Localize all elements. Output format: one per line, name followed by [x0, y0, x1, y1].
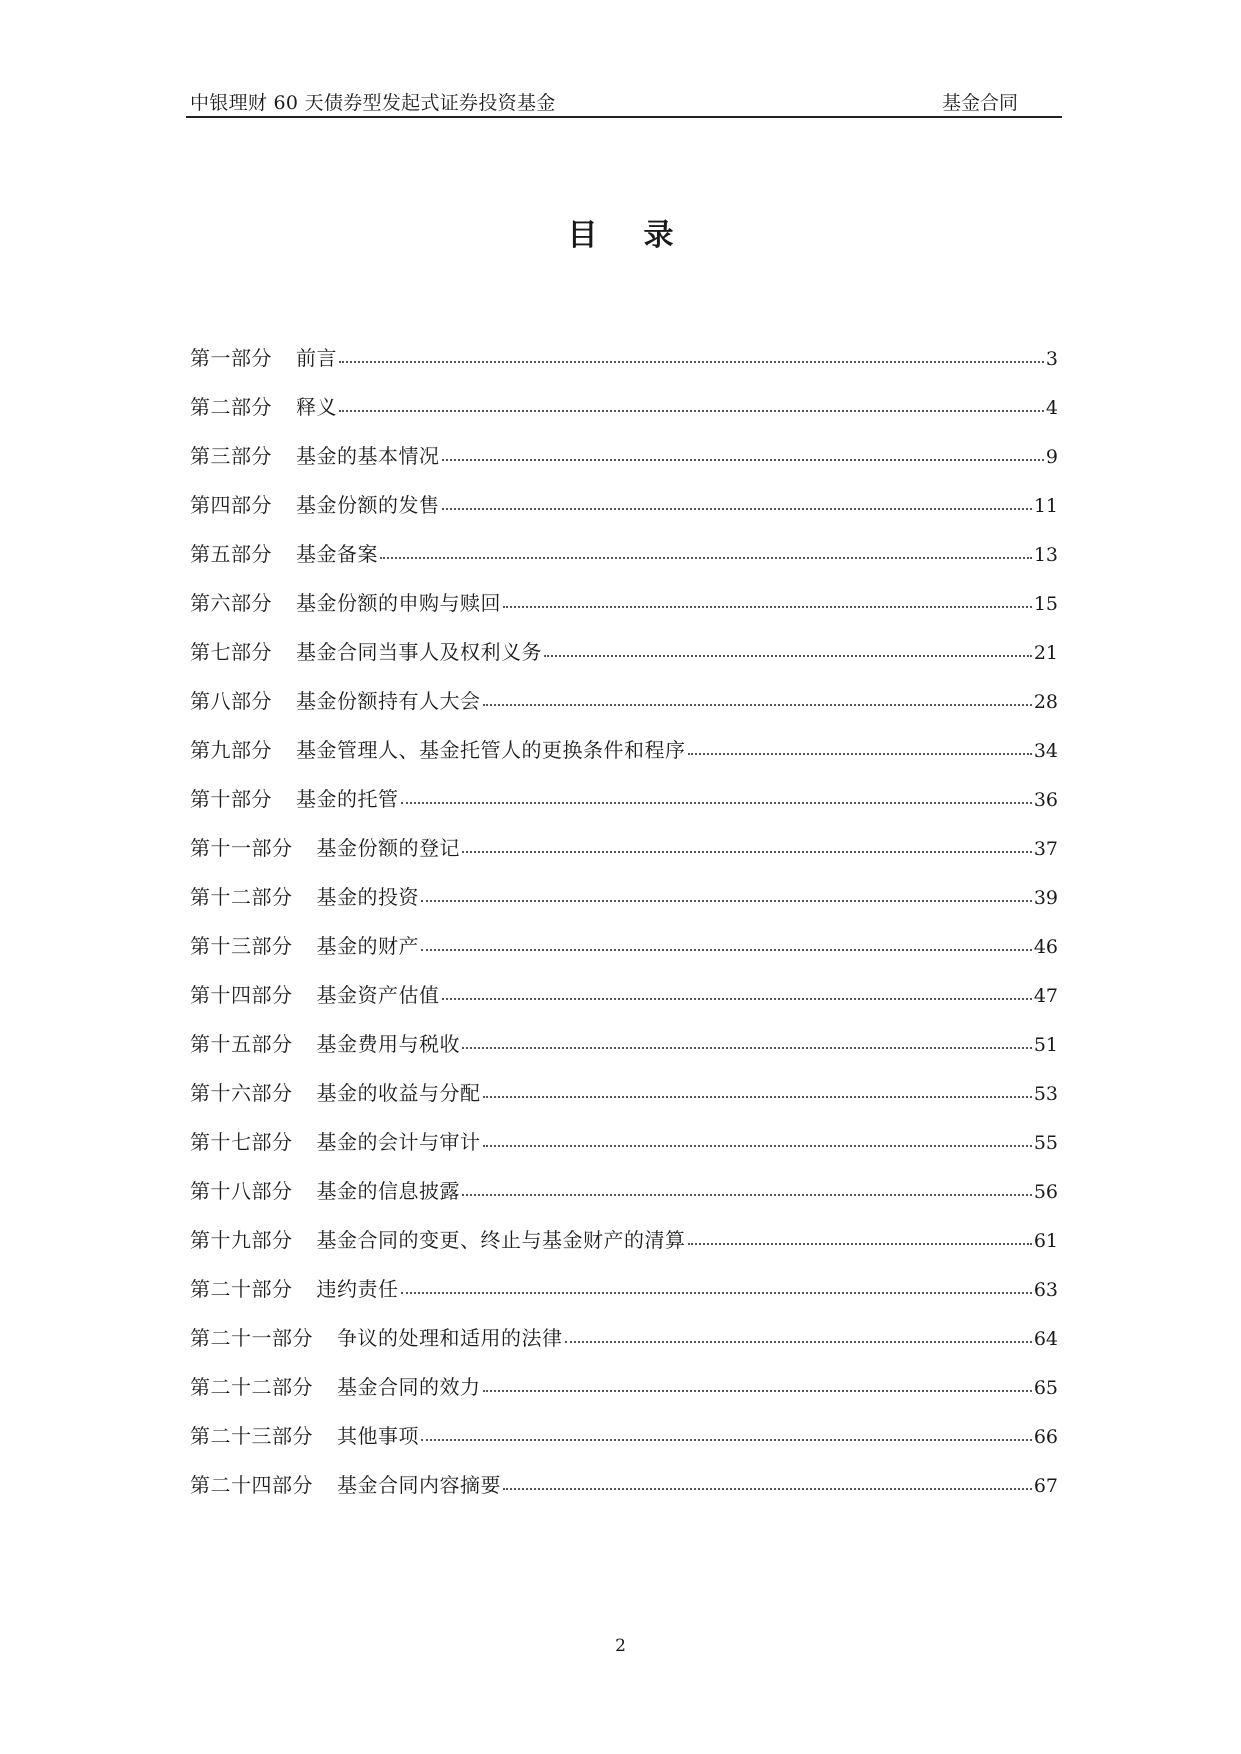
- toc-dot-leader: [483, 1389, 1032, 1392]
- toc-entry-label: 基金备案: [296, 542, 378, 566]
- toc-dot-leader: [565, 1340, 1032, 1343]
- header-document-type: 基金合同: [941, 92, 1018, 114]
- toc-dot-leader: [442, 458, 1044, 461]
- toc-entry[interactable]: [190, 636, 1058, 685]
- toc-entry[interactable]: [190, 1077, 1058, 1126]
- toc-entry-page: 53: [1033, 1083, 1058, 1105]
- toc-entry-label: 基金的信息披露: [316, 1179, 460, 1203]
- toc-entry-page: 67: [1033, 1475, 1058, 1497]
- toc-dot-leader: [688, 752, 1032, 755]
- toc-entry-label: 基金份额的发售: [296, 493, 440, 517]
- toc-entry-page: 4: [1045, 397, 1058, 419]
- toc-entry-page: 9: [1045, 446, 1058, 468]
- toc-entry-page: 56: [1033, 1181, 1058, 1203]
- toc-entry[interactable]: [190, 1469, 1058, 1518]
- toc-entry-page: 46: [1033, 936, 1058, 958]
- page-number: 2: [615, 1636, 626, 1656]
- toc-dot-leader: [688, 1242, 1032, 1245]
- toc-entry-page: 61: [1033, 1230, 1058, 1252]
- toc-entry-label: 基金资产估值: [316, 983, 440, 1007]
- toc-entry-page: 36: [1033, 789, 1058, 811]
- toc-dot-leader: [462, 850, 1032, 853]
- toc-entry-part: 第十八部分: [190, 1179, 293, 1203]
- toc-entry-label: 其他事项: [337, 1424, 419, 1448]
- toc-entry-label: 释义: [296, 395, 337, 419]
- toc-entry-part: 第十一部分: [190, 836, 293, 860]
- toc-entry[interactable]: [190, 538, 1058, 587]
- toc-entry[interactable]: [190, 1273, 1058, 1322]
- toc-dot-leader: [483, 1095, 1032, 1098]
- toc-entry-page: 28: [1033, 691, 1058, 713]
- toc-entry[interactable]: [190, 1371, 1058, 1420]
- toc-entry-part: 第二十四部分: [190, 1473, 313, 1497]
- toc-entry-page: 47: [1033, 985, 1058, 1007]
- toc-dot-leader: [462, 1046, 1032, 1049]
- toc-entry-label: 基金的会计与审计: [316, 1130, 481, 1154]
- toc-dot-leader: [421, 948, 1032, 951]
- toc-entry[interactable]: [190, 930, 1058, 979]
- toc-entry[interactable]: [190, 440, 1058, 489]
- toc-entry-page: 39: [1033, 887, 1058, 909]
- toc-entry-label: 基金份额持有人大会: [296, 689, 481, 713]
- toc-entry-part: 第二十一部分: [190, 1326, 313, 1350]
- toc-dot-leader: [339, 360, 1044, 363]
- toc-entry-page: 65: [1033, 1377, 1058, 1399]
- toc-dot-leader: [483, 703, 1032, 706]
- toc-entry-part: 第二十二部分: [190, 1375, 313, 1399]
- header-document-title: 中银理财 60 天债券型发起式证券投资基金: [190, 92, 556, 114]
- toc-entry[interactable]: [190, 1224, 1058, 1273]
- toc-entry[interactable]: [190, 979, 1058, 1028]
- toc-entry-label: 基金合同的效力: [337, 1375, 481, 1399]
- toc-entry[interactable]: [190, 1126, 1058, 1175]
- toc-entry[interactable]: [190, 489, 1058, 538]
- toc-entry-part: 第十部分: [190, 787, 272, 811]
- toc-entry[interactable]: [190, 391, 1058, 440]
- toc-entry[interactable]: [190, 734, 1058, 783]
- toc-entry-part: 第十六部分: [190, 1081, 293, 1105]
- toc-dot-leader: [442, 997, 1032, 1000]
- toc-dot-leader: [421, 899, 1032, 902]
- toc-entry-label: 基金份额的登记: [316, 836, 460, 860]
- toc-dot-leader: [544, 654, 1032, 657]
- toc-entry-label: 基金的托管: [296, 787, 399, 811]
- toc-entry[interactable]: [190, 1322, 1058, 1371]
- toc-entry[interactable]: [190, 587, 1058, 636]
- toc-entry-label: 基金份额的申购与赎回: [296, 591, 501, 615]
- toc-entry-label: 前言: [296, 346, 337, 370]
- toc-entry-page: 37: [1033, 838, 1058, 860]
- toc-entry-part: 第十九部分: [190, 1228, 293, 1252]
- toc-entry-part: 第二十三部分: [190, 1424, 313, 1448]
- toc-entry-label: 基金的基本情况: [296, 444, 440, 468]
- toc-entry-part: 第八部分: [190, 689, 272, 713]
- toc-entry-part: 第十五部分: [190, 1032, 293, 1056]
- toc-dot-leader: [380, 556, 1032, 559]
- toc-entry-page: 3: [1045, 348, 1058, 370]
- toc-entry-part: 第五部分: [190, 542, 272, 566]
- toc-entry[interactable]: [190, 342, 1058, 391]
- toc-entry[interactable]: [190, 832, 1058, 881]
- toc-dot-leader: [401, 801, 1032, 804]
- toc-dot-leader: [339, 409, 1044, 412]
- toc-entry-page: 13: [1033, 544, 1058, 566]
- toc-entry-label: 违约责任: [316, 1277, 399, 1301]
- toc-entry-label: 基金费用与税收: [316, 1032, 460, 1056]
- toc-dot-leader: [503, 1487, 1032, 1490]
- toc-entry-part: 第二十部分: [190, 1277, 293, 1301]
- toc-entry-part: 第一部分: [190, 346, 272, 370]
- page-header: [186, 86, 1062, 118]
- toc-entry-page: 51: [1033, 1034, 1058, 1056]
- toc-entry-part: 第十二部分: [190, 885, 293, 909]
- toc-entry-part: 第十三部分: [190, 934, 293, 958]
- toc-entry-page: 21: [1033, 642, 1058, 664]
- toc-entry[interactable]: [190, 1175, 1058, 1224]
- toc-entry-page: 63: [1033, 1279, 1058, 1301]
- toc-entry-page: 66: [1033, 1426, 1058, 1448]
- toc-entry-part: 第四部分: [190, 493, 272, 517]
- toc-entry-label: 基金的财产: [316, 934, 419, 958]
- toc-entry-label: 基金合同的变更、终止与基金财产的清算: [316, 1228, 686, 1252]
- toc-entry-label: 基金管理人、基金托管人的更换条件和程序: [296, 738, 686, 762]
- toc-entry[interactable]: [190, 881, 1058, 930]
- toc-entry[interactable]: [190, 685, 1058, 734]
- toc-entry-label: 基金合同当事人及权利义务: [296, 640, 542, 664]
- toc-entry[interactable]: [190, 1028, 1058, 1077]
- toc-entry-part: 第十四部分: [190, 983, 293, 1007]
- toc-list: [190, 342, 1058, 1518]
- toc-entry[interactable]: [190, 1420, 1058, 1469]
- toc-entry-label: 争议的处理和适用的法律: [337, 1326, 563, 1350]
- toc-dot-leader: [421, 1438, 1032, 1441]
- toc-dot-leader: [442, 507, 1032, 510]
- toc-entry-page: 15: [1033, 593, 1058, 615]
- toc-entry-part: 第三部分: [190, 444, 272, 468]
- toc-entry[interactable]: [190, 783, 1058, 832]
- toc-entry-part: 第九部分: [190, 738, 272, 762]
- toc-entry-part: 第十七部分: [190, 1130, 293, 1154]
- toc-entry-part: 第七部分: [190, 640, 272, 664]
- toc-entry-page: 34: [1033, 740, 1058, 762]
- toc-entry-label: 基金的投资: [316, 885, 419, 909]
- toc-entry-page: 64: [1033, 1328, 1058, 1350]
- toc-dot-leader: [483, 1144, 1032, 1147]
- toc-dot-leader: [462, 1193, 1032, 1196]
- toc-entry-label: 基金的收益与分配: [316, 1081, 481, 1105]
- toc-entry-label: 基金合同内容摘要: [337, 1473, 501, 1497]
- toc-entry-page: 55: [1033, 1132, 1058, 1154]
- toc-entry-part: 第六部分: [190, 591, 272, 615]
- toc-dot-leader: [401, 1291, 1032, 1294]
- toc-entry-page: 11: [1033, 495, 1058, 517]
- toc-entry-part: 第二部分: [190, 395, 272, 419]
- toc-title: 目录: [567, 218, 720, 253]
- toc-dot-leader: [503, 605, 1032, 608]
